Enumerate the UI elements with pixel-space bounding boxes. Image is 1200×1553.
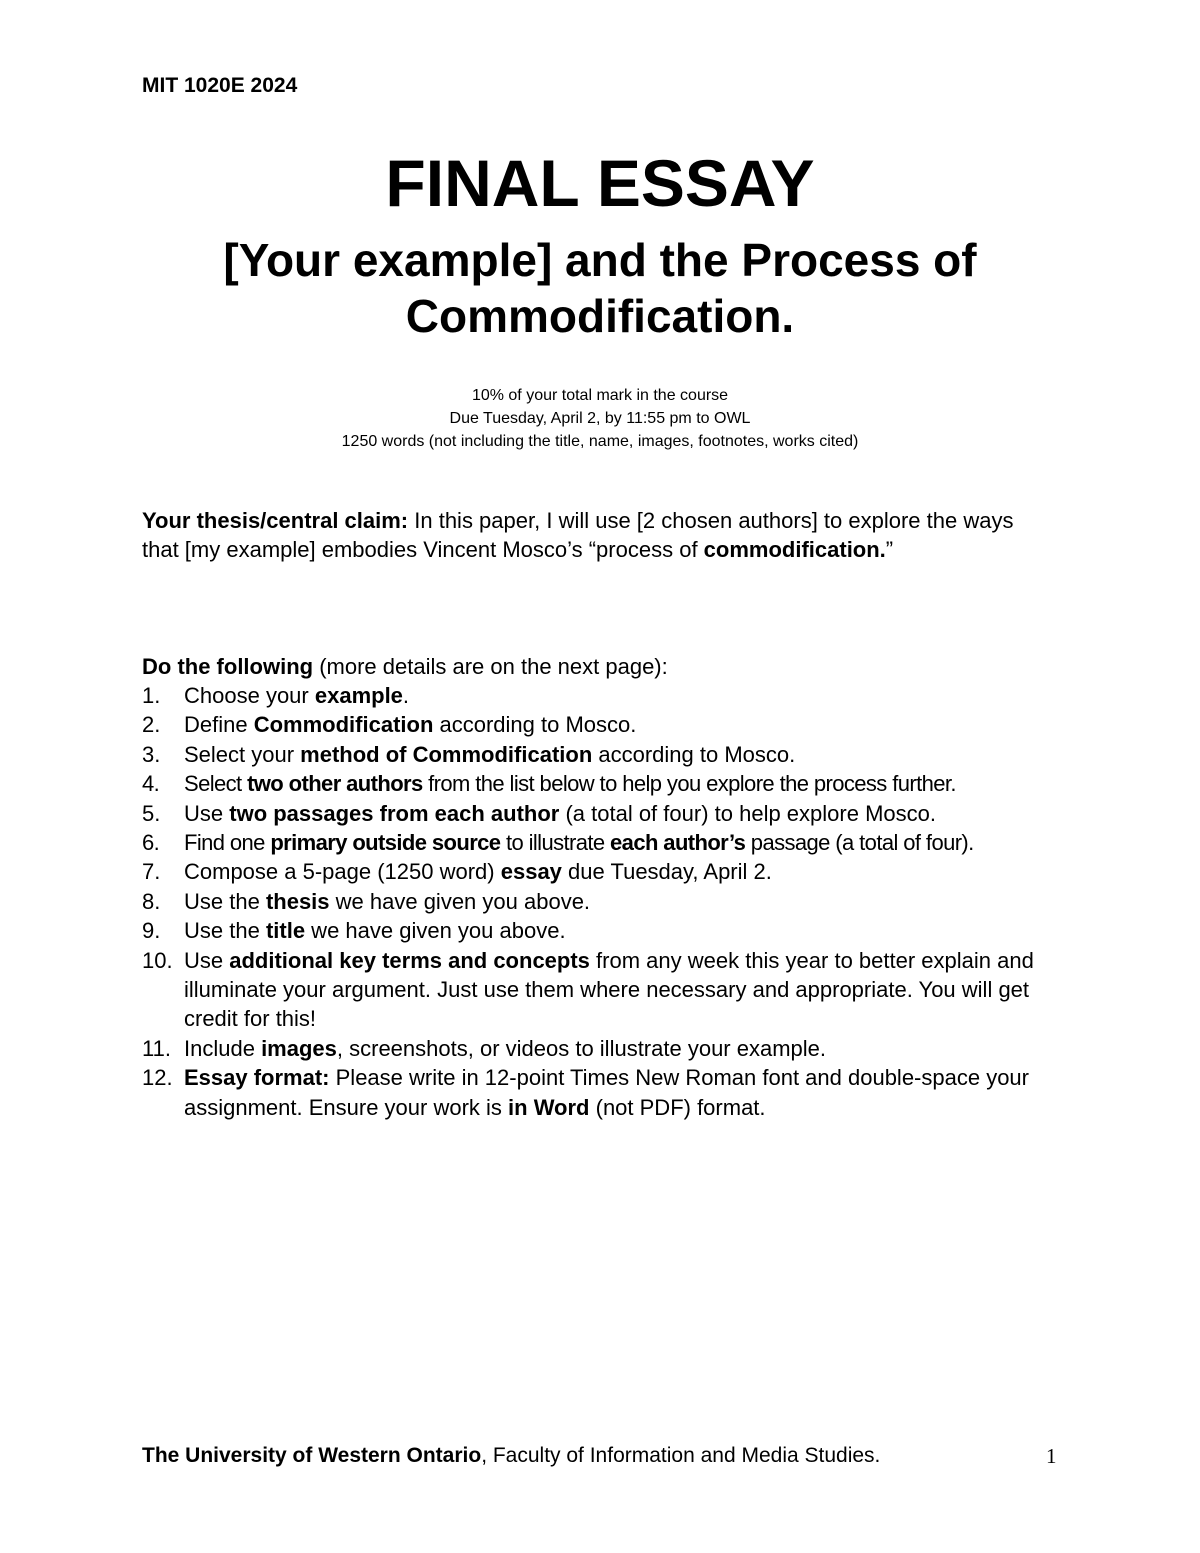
item-bold: images [261, 1035, 337, 1061]
list-item [142, 799, 1062, 828]
list-item [142, 1034, 1062, 1063]
list-item [142, 681, 1062, 710]
item-text: from the list below to help you explore the process further. [422, 771, 956, 797]
item-number: 11. [142, 1035, 171, 1061]
item-text: Include [184, 1035, 262, 1061]
document-title: FINAL ESSAY [385, 146, 815, 220]
item-text: from any week this year to better explain and illuminate your argument. Just use them where necessary and appropriate. You will get credit for this! [184, 947, 1034, 1032]
item-text: due Tuesday, April 2. [561, 859, 772, 885]
item-bold: each author’s [610, 830, 746, 856]
item-text: Use the [184, 918, 266, 944]
item-text: passage (a total of four). [745, 830, 974, 856]
item-bold: primary outside source [270, 830, 501, 856]
item-number: 10. [142, 947, 173, 973]
item-text: Use the [184, 888, 266, 914]
instructions-heading [142, 652, 668, 681]
subtitle-line-1: [Your example] and the Process of [223, 234, 977, 286]
item-bold: two other authors [247, 771, 423, 797]
item-bold: in Word [508, 1094, 590, 1120]
list-item [142, 916, 1062, 945]
item-text: Choose your [184, 683, 315, 708]
list-item [142, 769, 1062, 798]
item-number: 1. [142, 683, 161, 708]
item-number: 6. [142, 830, 160, 856]
list-item [142, 740, 1062, 769]
item-number: 5. [142, 800, 161, 826]
instructions-list [142, 681, 1062, 1122]
item-bold: Commodification [253, 712, 434, 738]
footer-faculty: , Faculty of Information and Media Studies. [481, 1444, 881, 1467]
item-bold: two passages from each author [229, 800, 560, 826]
list-item [142, 710, 1062, 739]
item-text: to illustrate [500, 830, 611, 856]
list-item [142, 828, 1062, 857]
assignment-details [0, 384, 1200, 453]
item-bold: method of Commodification [300, 741, 593, 767]
item-number: 9. [142, 918, 161, 944]
item-text: Find one [184, 830, 271, 856]
item-text: Use [184, 947, 230, 973]
thesis-bold-end: commodification. [703, 537, 886, 562]
item-text: Compose a 5-page (1250 word) [184, 859, 501, 885]
item-text: Select [184, 771, 248, 797]
thesis-statement [142, 506, 1052, 564]
detail-weight: 10% of your total mark in the course [471, 387, 729, 404]
item-text: Select your [184, 741, 301, 767]
item-text: we have given you above. [329, 888, 591, 914]
detail-due-date: Due Tuesday, April 2, by 11:55 pm to OWL [449, 410, 751, 427]
item-bold: Essay format: [184, 1065, 330, 1091]
document-subtitle [160, 232, 1040, 344]
item-number: 2. [142, 712, 161, 738]
item-text: according to Mosco. [592, 741, 796, 767]
item-bold: thesis [265, 888, 330, 914]
subtitle-line-2: Commodification. [405, 290, 795, 342]
item-text: Define [184, 712, 254, 738]
item-number: 4. [142, 771, 160, 797]
thesis-close-quote: ” [885, 537, 894, 562]
item-text: Please write in 12-point Times New Roman font and double-space your assignment. Ensure your work is [184, 1065, 1029, 1120]
item-text: (not PDF) format. [589, 1094, 766, 1120]
item-bold: additional key terms and concepts [229, 947, 590, 973]
item-text: we have given you above. [305, 918, 566, 944]
item-text: . [402, 683, 410, 708]
item-bold: example [314, 683, 403, 708]
thesis-label: Your thesis/central claim: [142, 508, 409, 533]
instructions-label: Do the following [142, 654, 314, 679]
item-number: 12. [142, 1065, 173, 1091]
item-number: 7. [142, 859, 161, 885]
item-text: , screenshots, or videos to illustrate your example. [336, 1035, 827, 1061]
thesis-text: In this paper, I will use [2 chosen authors] to explore the ways that [my example] embodies Vincent Mosco’s “process of [142, 508, 1014, 562]
detail-word-count: 1250 words (not including the title, name, images, footnotes, works cited) [341, 433, 859, 450]
course-code: MIT 1020E 2024 [142, 74, 298, 97]
item-number: 8. [142, 888, 161, 914]
item-bold: essay [500, 859, 562, 885]
list-item [142, 1063, 1062, 1122]
page-number: 1 [1046, 1444, 1057, 1468]
list-item [142, 946, 1062, 1034]
item-text: according to Mosco. [433, 712, 637, 738]
item-text: Use [184, 800, 230, 826]
page-footer [142, 1444, 880, 1468]
footer-institution: The University of Western Ontario [142, 1444, 482, 1467]
list-item [142, 857, 1062, 886]
item-text: (a total of four) to help explore Mosco. [559, 800, 936, 826]
item-number: 3. [142, 741, 161, 767]
list-item [142, 887, 1062, 916]
item-bold: title [265, 918, 306, 944]
instructions-note: (more details are on the next page): [313, 654, 668, 679]
